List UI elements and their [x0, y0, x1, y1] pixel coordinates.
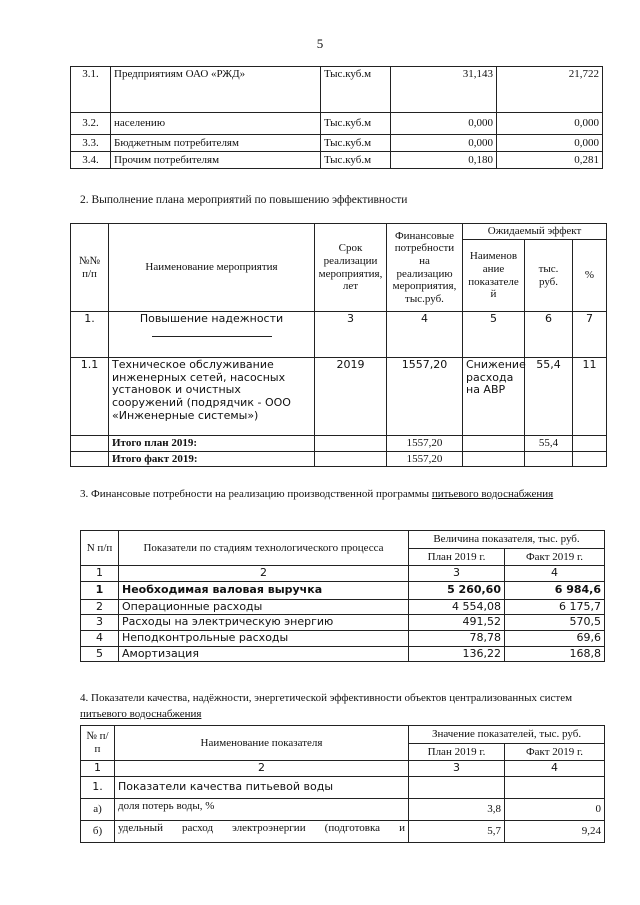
total-plan-label: Итого план 2019:	[109, 436, 315, 452]
row-finance: 1557,20	[387, 358, 463, 436]
table-efficiency-measures	[70, 223, 607, 467]
table-row	[71, 451, 607, 467]
row-plan: 0,180	[391, 152, 497, 169]
row-num: 5	[81, 646, 119, 662]
total-plan-finance: 1557,20	[387, 436, 463, 452]
row-plan: 136,22	[409, 646, 505, 662]
row-plan: 4 554,08	[409, 599, 505, 615]
row-name: населению	[111, 113, 321, 135]
row-unit: Тыс.куб.м	[321, 67, 391, 113]
row-name: Расходы на электрическую энергию	[119, 615, 409, 631]
col-number-4: 4	[387, 312, 463, 358]
table-row	[81, 581, 605, 599]
table-row	[81, 820, 605, 842]
row-num: 3	[81, 615, 119, 631]
row-name: Техническое обслуживание инженерных сетей, насосных установок и очистных сооружений (подрядчик - ООО «Инженерные системы»)	[109, 358, 315, 436]
col-number-2: 2	[115, 761, 409, 777]
row-plan: 5,7	[409, 820, 505, 842]
row-name: удельный расход электроэнергии (подготовка и	[115, 820, 409, 842]
row-num: 1.	[81, 776, 115, 798]
header-plan: План 2019 г.	[409, 744, 505, 761]
row-plan: 78,78	[409, 630, 505, 646]
row-unit: Тыс.куб.м	[321, 152, 391, 169]
row-num: 3.4.	[71, 152, 111, 169]
row-fact: 21,722	[497, 67, 603, 113]
row-fact: 6 984,6	[505, 581, 605, 599]
table-row	[81, 599, 605, 615]
row-effect-name: Снижение расхода на АВР	[463, 358, 525, 436]
header-effect-pct: %	[573, 240, 607, 312]
section3-title	[80, 488, 553, 500]
row-num: 3.3.	[71, 135, 111, 152]
row-fact: 0	[505, 798, 605, 820]
divider	[152, 336, 272, 337]
table-row	[71, 312, 607, 358]
row-plan: 3,8	[409, 798, 505, 820]
table-row	[71, 358, 607, 436]
row-name: Операционные расходы	[119, 599, 409, 615]
row-unit: Тыс.куб.м	[321, 135, 391, 152]
col-number-2	[109, 312, 315, 358]
row-effect-rub: 55,4	[525, 358, 573, 436]
row-plan: 0,000	[391, 135, 497, 152]
col-number-1: 1	[81, 566, 119, 582]
row-fact: 9,24	[505, 820, 605, 842]
header-value: Значение показателей, тыс. руб.	[409, 726, 605, 744]
table-row	[81, 798, 605, 820]
row-num: б)	[81, 820, 115, 842]
row-name: Предприятиям ОАО «РЖД»	[111, 67, 321, 113]
row-fact: 570,5	[505, 615, 605, 631]
table-row	[71, 152, 603, 169]
table-row	[71, 67, 603, 113]
section3-title-prefix: 3. Финансовые потребности на реализацию производственной программы	[80, 488, 432, 500]
table-row	[81, 630, 605, 646]
row-unit: Тыс.куб.м	[321, 113, 391, 135]
row-plan: 5 260,60	[409, 581, 505, 599]
col-number-3: 3	[315, 312, 387, 358]
header-effect-rub: тыс. руб.	[525, 240, 573, 312]
row-plan: 31,143	[391, 67, 497, 113]
table-consumers	[70, 66, 603, 169]
row-name: Необходимая валовая выручка	[119, 581, 409, 599]
header-plan: План 2019 г.	[409, 549, 505, 566]
table-row	[71, 135, 603, 152]
row-effect-pct: 11	[573, 358, 607, 436]
header-effect: Ожидаемый эффект	[463, 224, 607, 240]
row-num: 3.1.	[71, 67, 111, 113]
header-value: Величина показателя, тыс. руб.	[409, 531, 605, 549]
header-num: № п/п	[81, 726, 115, 761]
section4-title-line1: 4. Показатели качества, надёжности, энергетической эффективности объектов централизованных систем	[80, 692, 573, 704]
row-fact: 0,000	[497, 135, 603, 152]
row-fact: 168,8	[505, 646, 605, 662]
row-name: Бюджетным потребителям	[111, 135, 321, 152]
col-number-1: 1	[81, 761, 115, 777]
header-name: Наименование мероприятия	[109, 224, 315, 312]
row-name: доля потерь воды, %	[115, 798, 409, 820]
row-plan: 0,000	[391, 113, 497, 135]
row-term: 2019	[315, 358, 387, 436]
section3-title-underlined: питьевого водоснабжения	[431, 488, 554, 500]
row-plan	[409, 776, 505, 798]
row-name: Неподконтрольные расходы	[119, 630, 409, 646]
header-num: №№ п/п	[71, 224, 109, 312]
header-finance: Финансовые потребности на реализацию мероприятия, тыс.руб.	[387, 224, 463, 312]
row-fact: 6 175,7	[505, 599, 605, 615]
row-name: Показатели качества питьевой воды	[115, 776, 409, 798]
col-number-3: 3	[409, 566, 505, 582]
header-fact: Факт 2019 г.	[505, 549, 605, 566]
table-financial-needs	[80, 530, 605, 662]
row-num: 1.1	[71, 358, 109, 436]
table-quality-indicators	[80, 725, 605, 843]
row-num: 2	[81, 599, 119, 615]
table-row	[81, 776, 605, 798]
row-num: а)	[81, 798, 115, 820]
row-fact	[505, 776, 605, 798]
row-fact: 0,281	[497, 152, 603, 169]
col-number-4: 4	[505, 761, 605, 777]
row-num: 3.2.	[71, 113, 111, 135]
table-row	[81, 615, 605, 631]
header-term: Срок реализации мероприятия, лет	[315, 224, 387, 312]
table-row	[71, 436, 607, 452]
row-plan: 491,52	[409, 615, 505, 631]
row-name: Амортизация	[119, 646, 409, 662]
col-number-3: 3	[409, 761, 505, 777]
col-number-2: 2	[119, 566, 409, 582]
row-num: 1	[81, 581, 119, 599]
header-fact: Факт 2019 г.	[505, 744, 605, 761]
row-name: Прочим потребителям	[111, 152, 321, 169]
total-plan-rub: 55,4	[525, 436, 573, 452]
table-row	[81, 566, 605, 582]
total-fact-label: Итого факт 2019:	[109, 451, 315, 467]
section2-title: 2. Выполнение плана мероприятий по повышению эффективности	[80, 194, 408, 206]
row-fact: 0,000	[497, 113, 603, 135]
group-title: Повышение надежности	[139, 312, 284, 325]
header-name: Показатели по стадиям технологического процесса	[119, 531, 409, 566]
row-num: 4	[81, 630, 119, 646]
col-number-5: 5	[463, 312, 525, 358]
table-row	[81, 761, 605, 777]
col-number-1: 1.	[71, 312, 109, 358]
col-number-4: 4	[505, 566, 605, 582]
header-effect-name: Наименов ание показателе й	[463, 240, 525, 312]
page-number: 5	[316, 36, 324, 51]
col-number-7: 7	[573, 312, 607, 358]
table-row	[81, 646, 605, 662]
total-fact-finance: 1557,20	[387, 451, 463, 467]
row-fact: 69,6	[505, 630, 605, 646]
header-num: N п/п	[81, 531, 119, 566]
col-number-6: 6	[525, 312, 573, 358]
table-row	[71, 113, 603, 135]
section4-title-line2: питьевого водоснабжения	[80, 708, 202, 720]
header-name: Наименование показателя	[115, 726, 409, 761]
